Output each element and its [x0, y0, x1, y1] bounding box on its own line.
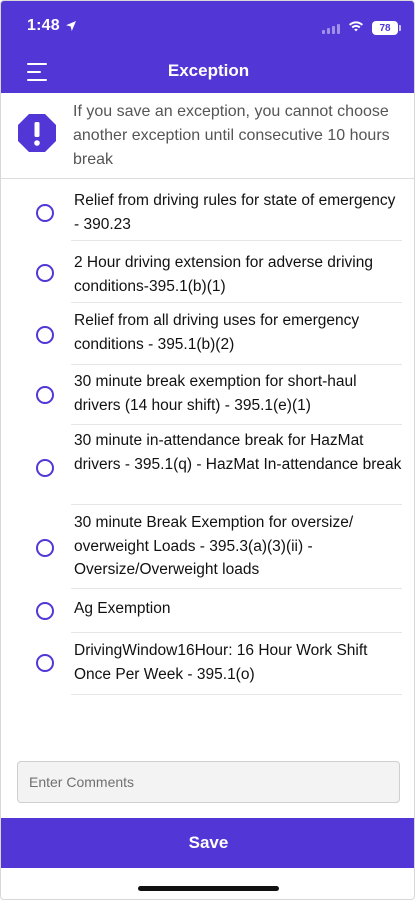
- exception-option[interactable]: [1, 589, 415, 633]
- cellular-signal-icon: [322, 22, 340, 34]
- exception-option[interactable]: [1, 425, 415, 505]
- status-bar-time: [27, 17, 77, 35]
- location-arrow-icon: [65, 20, 77, 32]
- comments-input[interactable]: [17, 761, 400, 803]
- radio-button[interactable]: [36, 264, 54, 282]
- exception-option[interactable]: [1, 303, 415, 365]
- exception-option-label: DrivingWindow16Hour: 16 Hour Work Shift Once Per Week - 395.1(o): [74, 642, 368, 683]
- exception-option-label: 30 minute break exemption for short-haul drivers (14 hour shift) - 395.1(e)(1): [74, 373, 357, 414]
- exception-option-label: 2 Hour driving extension for adverse driving conditions-395.1(b)(1): [74, 254, 373, 295]
- page-title: Exception: [167, 61, 250, 80]
- radio-button[interactable]: [36, 539, 54, 557]
- radio-button[interactable]: [36, 602, 54, 620]
- exclamation-octagon-icon: [17, 113, 57, 153]
- radio-button[interactable]: [36, 386, 54, 404]
- exception-option-label: Relief from all driving uses for emergency conditions - 395.1(b)(2): [74, 312, 360, 353]
- exception-option[interactable]: [1, 365, 415, 425]
- status-time-text: 1:48: [27, 17, 60, 34]
- battery-icon: [372, 21, 398, 35]
- wifi-icon: [348, 19, 364, 37]
- radio-button[interactable]: [36, 204, 54, 222]
- divider: [71, 694, 402, 695]
- exception-option[interactable]: [1, 241, 415, 303]
- exception-option-label: Ag Exemption: [74, 600, 171, 617]
- save-button[interactable]: Save: [1, 818, 415, 868]
- status-bar-indicators: [322, 19, 398, 37]
- exception-option[interactable]: [1, 633, 415, 695]
- exception-option-label: 30 minute Break Exemption for oversize/ overweight Loads - 395.3(a)(3)(ii) - Oversize/Overweight loads: [74, 514, 354, 578]
- warning-text: If you save an exception, you cannot choose another exception until consecutive 10 hours break: [73, 103, 390, 168]
- radio-button[interactable]: [36, 326, 54, 344]
- warning-banner: [1, 93, 415, 179]
- exception-option-label: 30 minute in-attendance break for HazMat drivers - 395.1(q) - HazMat In-attendance break: [74, 432, 402, 473]
- radio-button[interactable]: [36, 459, 54, 477]
- home-indicator[interactable]: [138, 886, 279, 891]
- radio-button[interactable]: [36, 654, 54, 672]
- battery-level: 78: [379, 22, 391, 34]
- exception-option[interactable]: [1, 179, 415, 241]
- exception-option-label: Relief from driving rules for state of emergency - 390.23: [74, 192, 396, 233]
- app-header: [1, 1, 415, 93]
- exception-option[interactable]: [1, 505, 415, 589]
